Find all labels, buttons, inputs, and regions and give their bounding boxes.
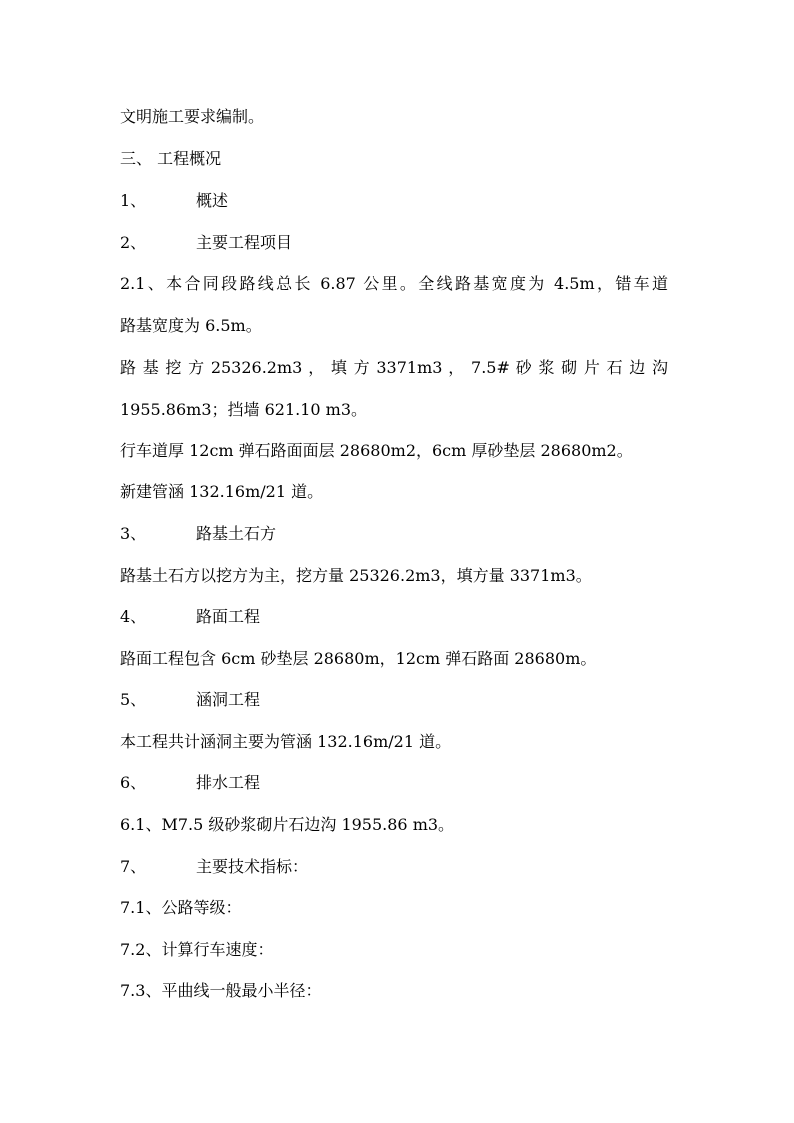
text-line-earthwork-quantities: 路 基 挖 方 25326.2m3 ， 填 方 3371m3 ， 7.5# 砂 浆 砌 片 石 边 沟 — [120, 358, 668, 377]
subsection-6-title: 排水工程 — [196, 773, 261, 792]
subsection-2-number: 2、 — [120, 233, 147, 252]
text-line-drainage-ditch: 6.1、M7.5 级砂浆砌片石边沟 1955.86 m3。 — [120, 815, 455, 834]
section-heading-3: 三、 工程概况 — [120, 149, 222, 168]
subsection-4 — [120, 607, 260, 627]
text-line-route-length: 2.1、本合同段路线总长 6.87 公里。全线路基宽度为 4.5m，错车道 — [120, 274, 668, 293]
subsection-3 — [120, 524, 276, 544]
subsection-1-number: 1、 — [120, 191, 147, 210]
text-line-1: 文明施工要求编制。 — [120, 107, 265, 126]
subsection-6-number: 6、 — [120, 773, 147, 792]
subsection-7 — [120, 857, 308, 877]
text-line-ditch-wall: 1955.86m3；挡墙 621.10 m3。 — [120, 400, 368, 419]
subsection-5-number: 5、 — [120, 690, 147, 709]
text-line-pavement-summary: 路面工程包含 6cm 砂垫层 28680m，12cm 弹石路面 28680m。 — [120, 649, 597, 668]
subsection-4-number: 4、 — [120, 607, 147, 626]
subsection-4-title: 路面工程 — [196, 607, 261, 626]
subsection-5-title: 涵洞工程 — [196, 690, 261, 709]
subsection-3-title: 路基土石方 — [196, 524, 277, 543]
text-line-road-grade: 7.1、公路等级： — [120, 898, 242, 917]
text-line-culvert-summary: 本工程共计涵洞主要为管涵 132.16m/21 道。 — [120, 732, 452, 751]
text-line-pavement-layers: 行车道厚 12cm 弹石路面面层 28680m2，6cm 厚砂垫层 28680m2。 — [120, 441, 633, 460]
subsection-7-number: 7、 — [120, 857, 147, 876]
text-line-passing-width: 路基宽度为 6.5m。 — [120, 316, 262, 335]
subsection-5 — [120, 690, 260, 710]
subsection-2-title: 主要工程项目 — [196, 233, 293, 252]
text-line-curve-radius: 7.3、平曲线一般最小半径： — [120, 981, 322, 1000]
subsection-1-title: 概述 — [196, 191, 229, 210]
subsection-2 — [120, 233, 292, 253]
subsection-1 — [120, 191, 228, 211]
text-line-design-speed: 7.2、计算行车速度： — [120, 940, 274, 959]
subsection-7-title: 主要技术指标： — [196, 857, 309, 876]
subsection-6 — [120, 773, 260, 793]
subsection-3-number: 3、 — [120, 524, 147, 543]
text-line-earthwork-summary: 路基土石方以挖方为主，挖方量 25326.2m3，填方量 3371m3。 — [120, 566, 592, 585]
text-line-culverts: 新建管涵 132.16m/21 道。 — [120, 482, 324, 501]
